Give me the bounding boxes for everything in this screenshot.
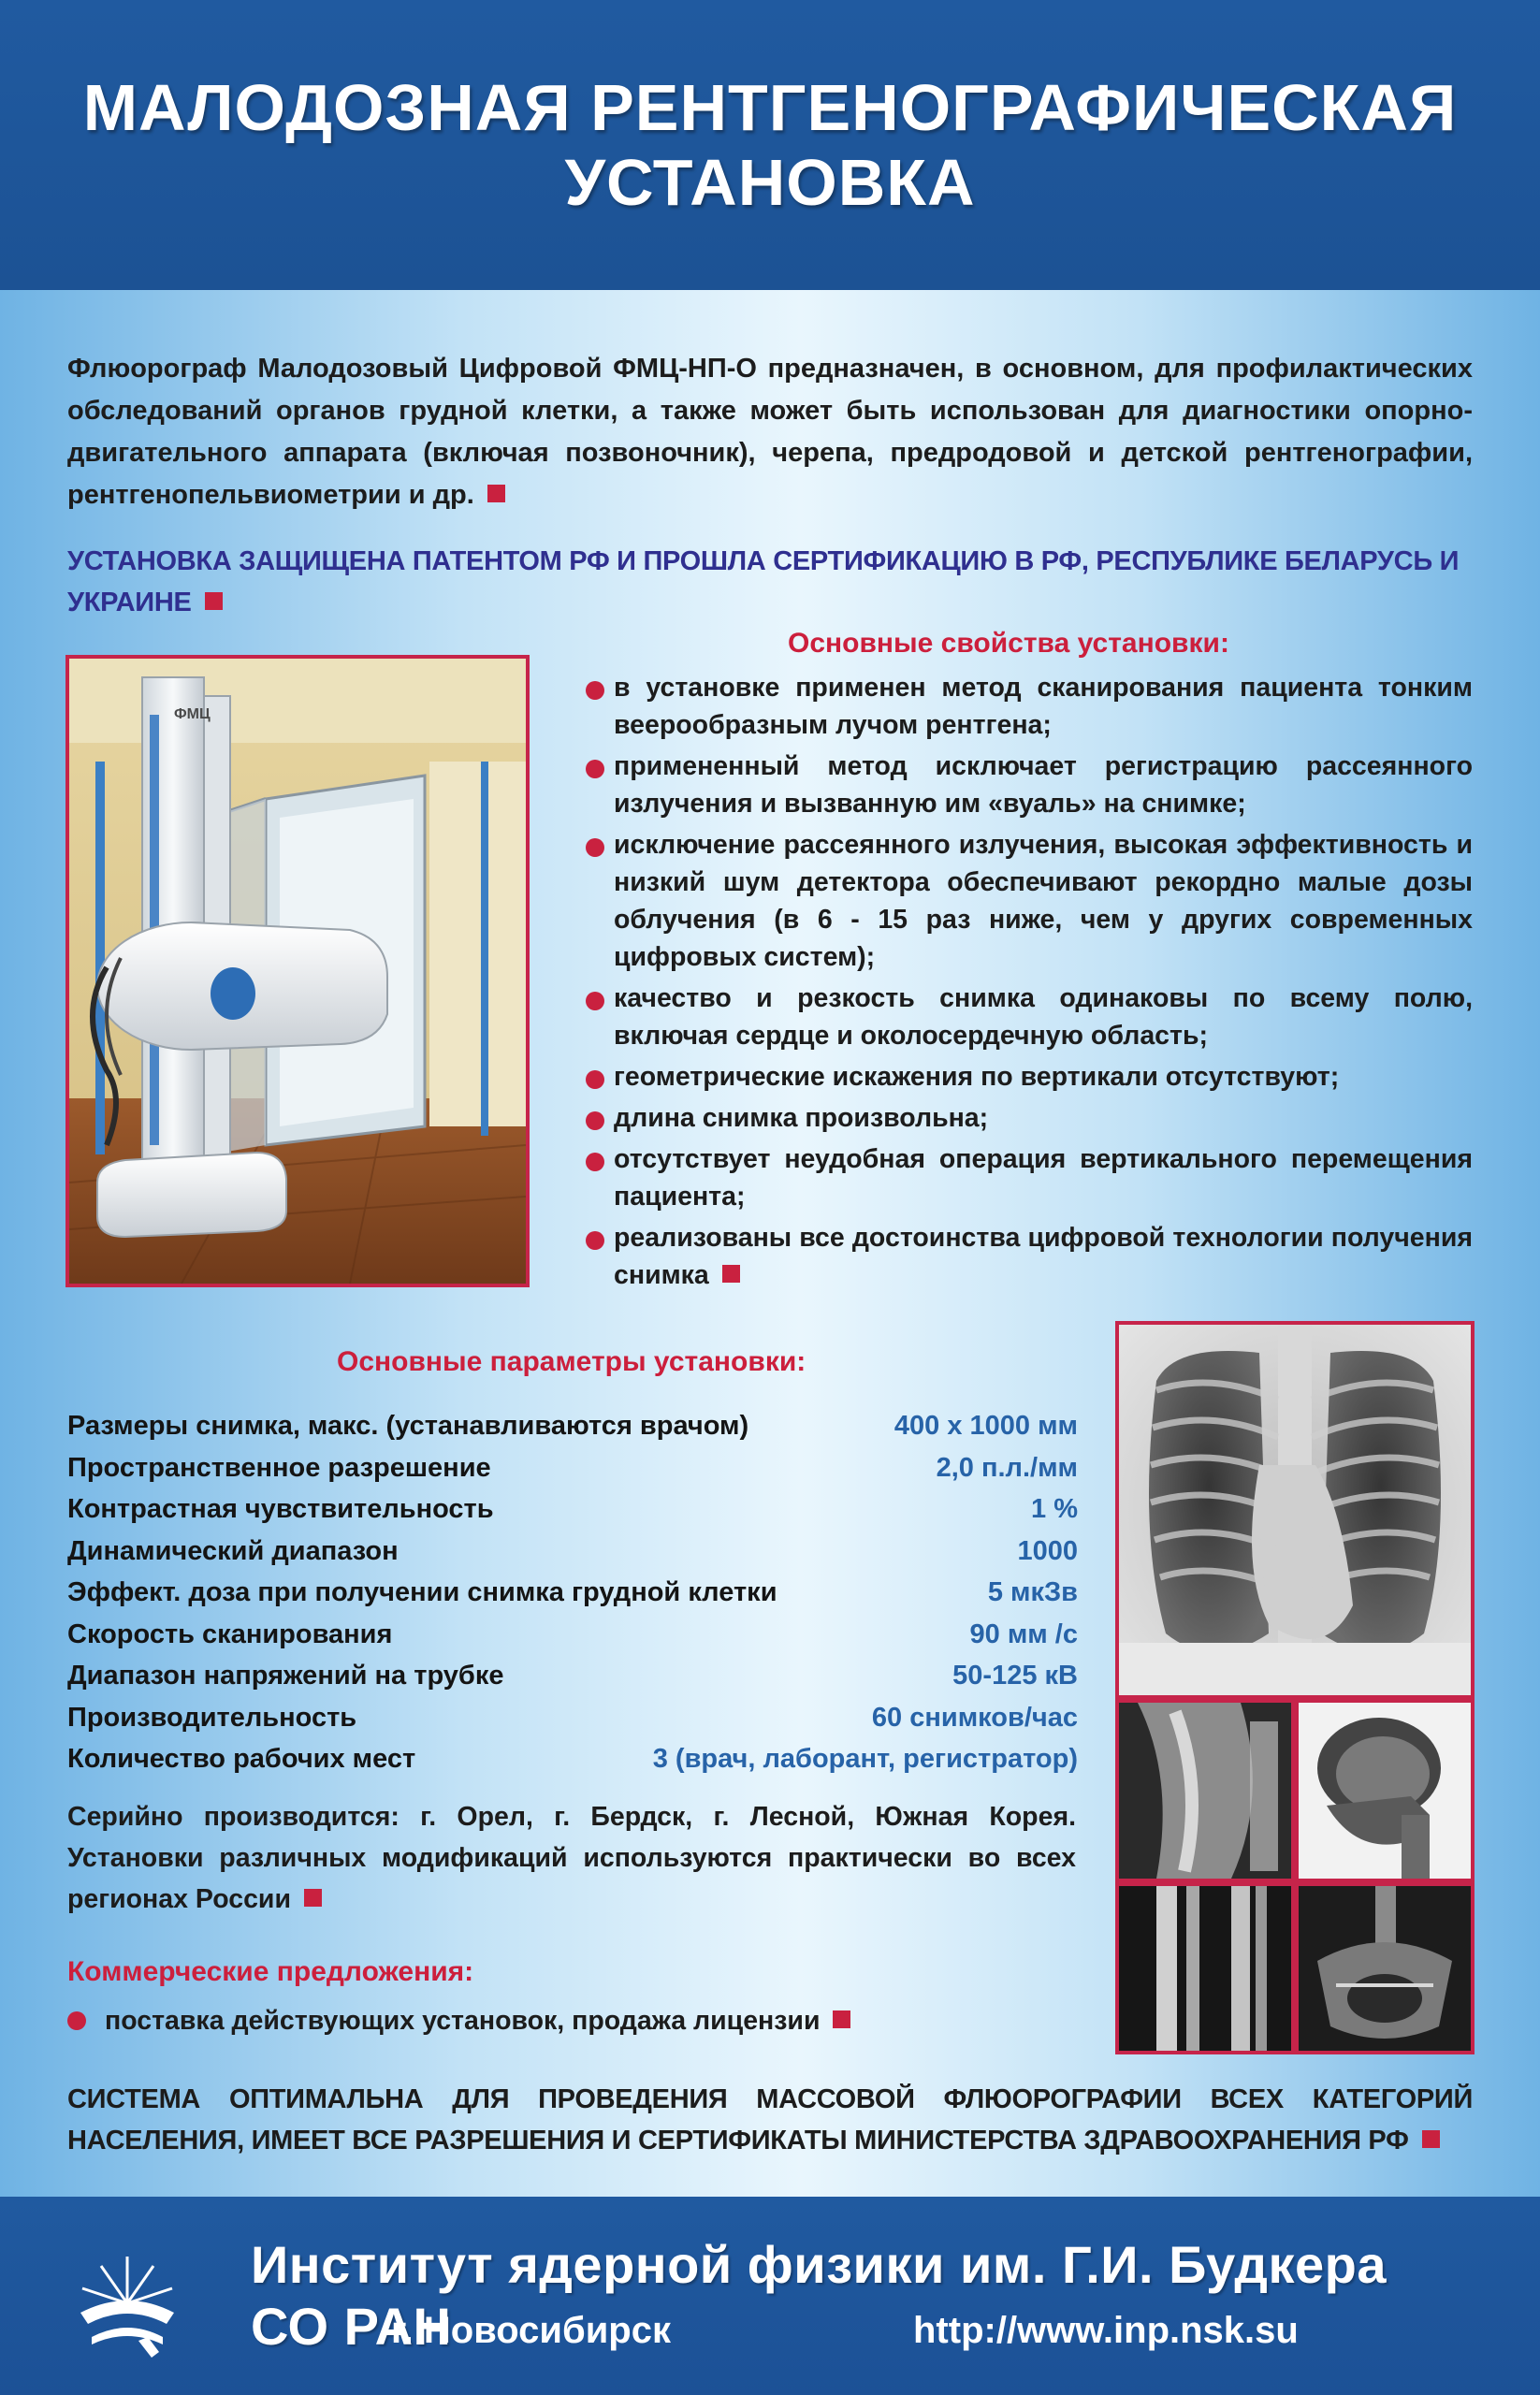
param-label: Эффект. доза при получении снимка грудной клетки <box>67 1577 777 1607</box>
property-text: реализованы все достоинства цифровой технологии получения снимка <box>614 1223 1473 1290</box>
list-item <box>586 1099 1473 1137</box>
properties-heading: Основные свойства установки: <box>788 628 1229 659</box>
skull-xray-illustration <box>1299 1703 1471 1879</box>
institute-city: г. Новосибирск <box>391 2310 672 2351</box>
table-row <box>67 1655 1078 1697</box>
patent-text: УСТАНОВКА ЗАЩИЩЕНА ПАТЕНТОМ РФ И ПРОШЛА СЕРТИФИКАЦИЮ В РФ, РЕСПУБЛИКЕ БЕЛАРУСЬ И УКРАИНЕ <box>67 546 1460 617</box>
table-row <box>67 1738 1078 1780</box>
commercial-offer <box>67 2002 1040 2039</box>
chest-xray-image <box>1115 1321 1475 1699</box>
property-text: исключение рассеянного излучения, высокая эффективность и низкий шум детектора обеспечивают рекордно малые дозы облучения (в 6 - 15 раз ниже, чем у других современных цифровых систем); <box>614 830 1473 972</box>
param-value: 3 (врач, лаборант, регистратор) <box>652 1744 1078 1774</box>
red-square-icon <box>487 485 505 502</box>
list-item <box>586 826 1473 976</box>
intro-paragraph <box>67 348 1473 516</box>
page-title-line-1: МАЛОДОЗНАЯ РЕНТГЕНОГРАФИЧЕСКАЯ <box>82 71 1458 144</box>
pelvis-xray-illustration <box>1299 1886 1471 2051</box>
table-row <box>67 1488 1078 1531</box>
list-item <box>586 748 1473 822</box>
bullet-icon <box>586 1070 604 1089</box>
property-text: в установке применен метод сканирования пациента тонким веерообразным лучом рентгена; <box>614 673 1473 740</box>
device-photo-illustration <box>69 659 526 1284</box>
list-item <box>586 980 1473 1054</box>
param-value: 2,0 п.л./мм <box>936 1452 1078 1483</box>
header-banner <box>0 0 1540 290</box>
pelvis-xray-image <box>1295 1882 1475 2054</box>
red-square-icon <box>205 592 223 610</box>
table-row <box>67 1697 1078 1739</box>
list-item <box>586 1219 1473 1294</box>
param-label: Количество рабочих мест <box>67 1744 416 1774</box>
red-square-icon <box>304 1889 322 1907</box>
bullet-icon <box>586 1153 604 1171</box>
bullet-icon <box>586 760 604 778</box>
bullet-icon <box>67 2011 86 2030</box>
bullet-icon <box>586 992 604 1010</box>
list-item <box>586 1140 1473 1215</box>
red-square-icon <box>833 2010 850 2028</box>
param-label: Пространственное разрешение <box>67 1452 491 1483</box>
parameters-table <box>67 1405 1078 1780</box>
list-item <box>586 1058 1473 1096</box>
param-value: 5 мкЗв <box>987 1577 1078 1607</box>
param-value: 1 % <box>1031 1494 1078 1524</box>
param-label: Динамический диапазон <box>67 1535 399 1566</box>
commercial-heading: Коммерческие предложения: <box>67 1956 474 1987</box>
property-text: длина снимка произвольна; <box>614 1103 989 1133</box>
property-text: геометрические искажения по вертикали отсутствуют; <box>614 1062 1340 1092</box>
property-text: качество и резкость снимка одинаковы по всему полю, включая сердце и околосердечную область; <box>614 983 1473 1051</box>
spine-xray-illustration <box>1119 1703 1291 1879</box>
parameters-heading: Основные параметры установки: <box>337 1346 806 1377</box>
param-label: Скорость сканирования <box>67 1618 393 1649</box>
bullet-icon <box>586 1111 604 1130</box>
list-item <box>586 669 1473 744</box>
param-value: 50-125 кВ <box>952 1661 1078 1691</box>
red-square-icon <box>722 1265 740 1283</box>
institute-logo-icon <box>73 2247 182 2359</box>
device-logo-text: ФМЦ <box>174 706 211 722</box>
leg-xray-image <box>1115 1882 1295 2054</box>
skull-xray-image <box>1295 1699 1475 1882</box>
param-value: 60 снимков/час <box>871 1702 1078 1733</box>
param-label: Производительность <box>67 1702 357 1733</box>
serial-text: Серийно производится: г. Орел, г. Бердск, г. Лесной, Южная Корея. Установки различных модификаций используются практически во всех регионах России <box>67 1802 1076 1914</box>
bullet-icon <box>586 1231 604 1250</box>
table-row <box>67 1572 1078 1614</box>
footer-banner <box>0 2197 1540 2395</box>
page-title-line-2: УСТАНОВКА <box>564 146 976 219</box>
leg-xray-illustration <box>1119 1886 1291 2051</box>
red-square-icon <box>1422 2130 1440 2148</box>
conclusion-text: СИСТЕМА ОПТИМАЛЬНА ДЛЯ ПРОВЕДЕНИЯ МАССОВОЙ ФЛЮОРОГРАФИИ ВСЕХ КАТЕГОРИЙ НАСЕЛЕНИЯ, ИМЕЕТ ВСЕ РАЗРЕШЕНИЯ И СЕРТИФИКАТЫ МИНИСТЕРСТВА ЗДРАВООХРАНЕНИЯ РФ <box>67 2084 1473 2156</box>
conclusion-notice <box>67 2079 1473 2161</box>
param-value: 1000 <box>1017 1535 1078 1566</box>
table-row <box>67 1531 1078 1573</box>
intro-text: Флюорограф Малодозовый Цифровой ФМЦ-НП-О предназначен, в основном, для профилактических обследований органов грудной клетки, а также может быть использован для диагностики опорно-двигательного аппарата (включая позвоночник), черепа, предродовой и детской рентгенографии, рентгенопельвиометрии и др. <box>67 354 1473 510</box>
table-row <box>67 1614 1078 1656</box>
institute-name: Институт ядерной физики им. Г.И. Будкера СО РАН <box>251 2235 1387 2356</box>
table-row <box>67 1405 1078 1447</box>
param-label: Контрастная чувствительность <box>67 1494 494 1524</box>
chest-xray-illustration <box>1119 1325 1471 1695</box>
bullet-icon <box>586 838 604 857</box>
spine-xray-image <box>1115 1699 1295 1882</box>
property-text: отсутствует неудобная операция вертикального перемещения пациента; <box>614 1144 1473 1212</box>
bullet-icon <box>586 681 604 700</box>
property-text: примененный метод исключает регистрацию рассеянного излучения и вызванную им «вуаль» на снимке; <box>614 751 1473 819</box>
param-value: 90 мм /с <box>969 1618 1078 1649</box>
device-photo <box>65 655 530 1287</box>
param-value: 400 x 1000 мм <box>893 1411 1078 1441</box>
patent-notice <box>67 541 1473 623</box>
properties-list <box>586 669 1473 1298</box>
serial-production-note <box>67 1796 1076 1920</box>
table-row <box>67 1447 1078 1489</box>
param-label: Размеры снимка, макс. (устанавливаются врачом) <box>67 1411 749 1441</box>
param-label: Диапазон напряжений на трубке <box>67 1661 504 1691</box>
commercial-text: поставка действующих установок, продажа лицензии <box>105 2006 821 2036</box>
institute-url-link[interactable]: http://www.inp.nsk.su <box>913 2310 1299 2351</box>
